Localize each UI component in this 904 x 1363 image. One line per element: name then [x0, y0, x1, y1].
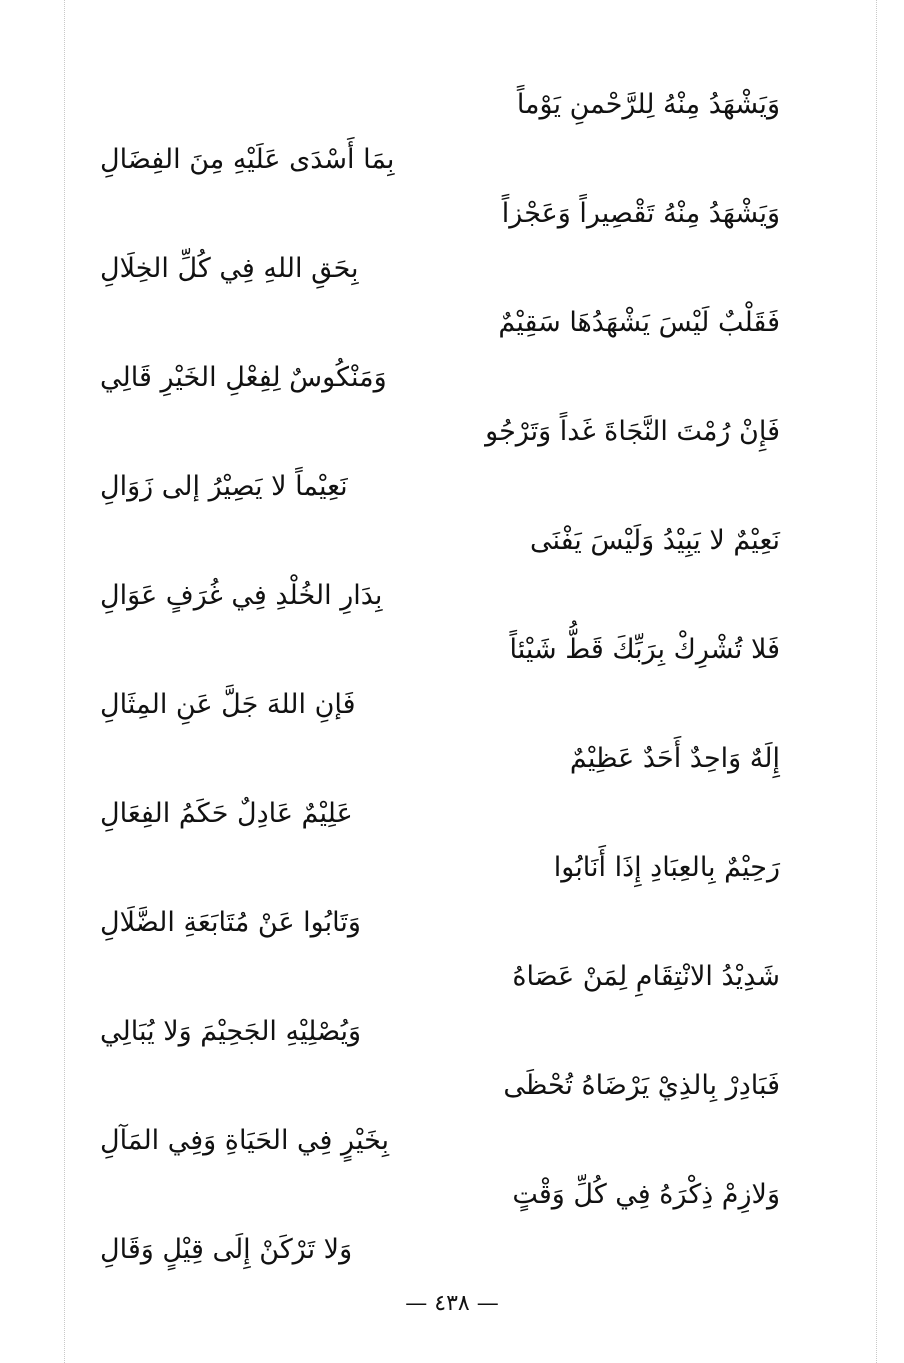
verse-line: وَلا تَرْكَنْ إِلَى قِيْلٍ وَقَالِ	[100, 1233, 353, 1265]
verse-line: فَلا تُشْرِكْ بِرَبِّكَ قَطُّ شَيْئاً	[509, 634, 780, 665]
verse-line: وَلازِمْ ذِكْرَهُ فِي كُلِّ وَقْتٍ	[512, 1179, 780, 1210]
verse-line: شَدِيْدُ الانْتِقَامِ لِمَنْ عَصَاهُ	[512, 961, 780, 992]
verse-line: عَلِيْمٌ عَادِلٌ حَكَمُ الفِعَالِ	[100, 797, 353, 829]
verse-line: فَقَلْبٌ لَيْسَ يَشْهَدُهَا سَقِيْمٌ	[498, 307, 780, 338]
verse-line: وَمَنْكُوسٌ لِفِعْلِ الخَيْرِ قَالِي	[100, 361, 387, 393]
verse-line: فَإنِ اللهَ جَلَّ عَنِ المِثَالِ	[100, 688, 356, 720]
verse-line: رَحِيْمٌ بِالعِبَادِ إِذَا أَنَابُوا	[553, 852, 780, 883]
verse-line: نَعِيْمٌ لا يَبِيْدُ وَلَيْسَ يَفْنَى	[529, 525, 780, 556]
verse-line: نَعِيْماً لا يَصِيْرُ إلى زَوَالِ	[100, 470, 348, 502]
verse-line: وَيُصْلِيْهِ الجَحِيْمَ وَلا يُبَالِي	[100, 1015, 362, 1047]
scan-border-right	[876, 0, 877, 1363]
verse-line: وَيَشْهَدُ مِنْهُ لِلرَّحْمنِ يَوْماً	[516, 89, 780, 120]
verse-line: بِمَا أَسْدَى عَلَيْهِ مِنَ الفِضَالِ	[100, 143, 395, 175]
verse-line: إِلَهٌ وَاحِدٌ أَحَدٌ عَظِيْمٌ	[569, 743, 780, 774]
verse-line: فَإِنْ رُمْتَ النَّجَاةَ غَداً وَتَرْجُو	[485, 416, 780, 447]
page-number: — ٤٣٨ —	[405, 1291, 499, 1316]
scan-border-left	[64, 0, 65, 1363]
verse-line: بِدَارِ الخُلْدِ فِي غُرَفٍ عَوَالِ	[100, 579, 383, 611]
verse-line: بِحَقِ اللهِ فِي كُلِّ الخِلَالِ	[100, 252, 359, 284]
verse-line: فَبَادِرْ بِالذِيْ يَرْضَاهُ تُحْظَى	[503, 1070, 780, 1101]
verse-line: بِخَيْرٍ فِي الحَيَاةِ وَفِي المَآلِ	[100, 1124, 390, 1156]
verse-line: وَيَشْهَدُ مِنْهُ تَقْصِيراً وَعَجْزاً	[501, 198, 780, 229]
verse-line: وَتَابُوا عَنْ مُتَابَعَةِ الضَّلَالِ	[100, 906, 361, 938]
poem-verses	[100, 78, 780, 1277]
